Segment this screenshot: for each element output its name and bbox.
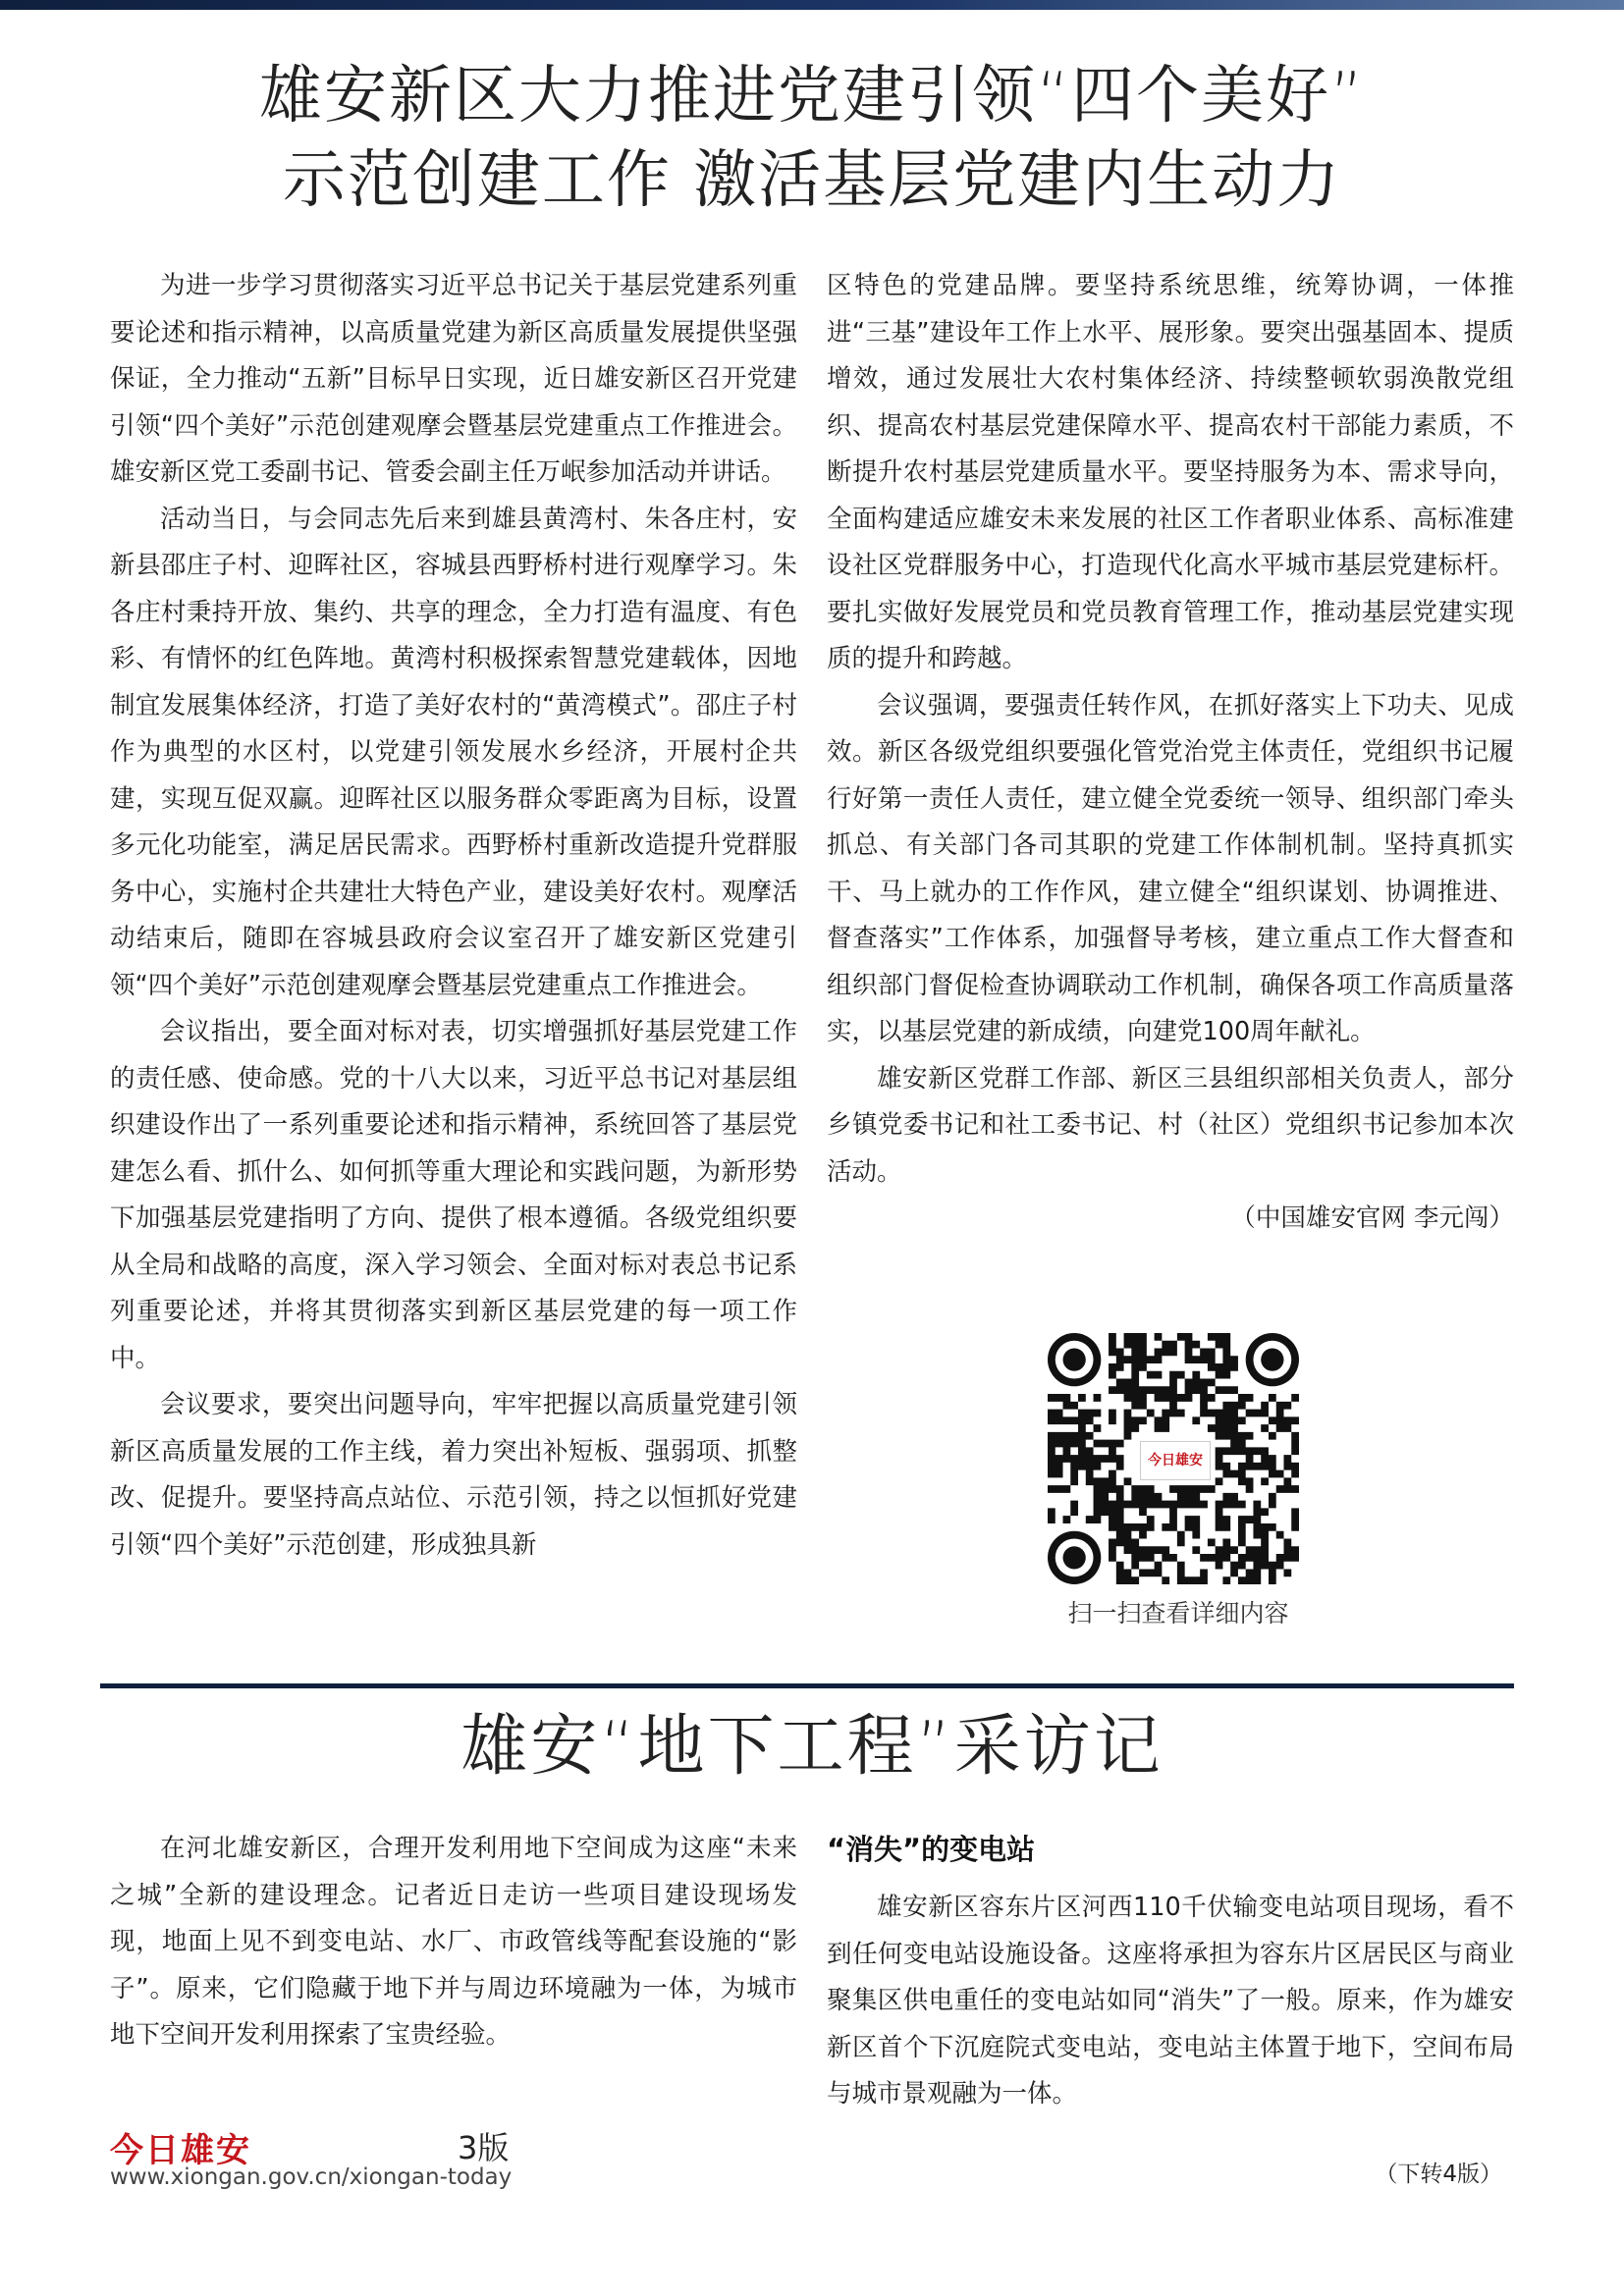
- article1-credit: （中国雄安官网 李元闯）: [1230, 1203, 1514, 1233]
- article1-title-line1: 雄安新区大力推进党建引领“四个美好”: [258, 60, 1366, 133]
- article1-column1: [110, 263, 797, 1569]
- qr-caption: 扫一扫查看详细内容: [1067, 1599, 1289, 1628]
- section-divider: [100, 1683, 1514, 1688]
- top-banner-bar: [0, 0, 1624, 10]
- article1-title-line2: 示范创建工作 激活基层党建内生动力: [282, 144, 1342, 217]
- paragraph-continued: 区特色的党建品牌。要坚持系统思维，统筹协调，一体推进“三基”建设年工作上水平、展形象。要突出强基固本、提质增效，通过发展壮大农村集体经济、持续整顿软弱涣散党组织、提高农村基层党建保障水平、提高农村干部能力素质，不断提升农村基层党建质量水平。要坚持服务为本、需求导向，全面构建适应雄安未来发展的社区工作者职业体系、高标准建设社区党群服务中心，打造现代化高水平城市基层党建标杆。要扎实做好发展党员和党员教育管理工作，推动基层党建实现质的提升和跨越。: [827, 271, 1514, 673]
- article2-column2: [827, 1826, 1514, 2118]
- paragraph: 为进一步学习贯彻落实习近平总书记关于基层党建系列重要论述和指示精神，以高质量党建为新区高质量发展提供坚强保证，全力推动“五新”目标早日实现，近日雄安新区召开党建引领“四个美好”示范创建观摩会暨基层党建重点工作推进会。雄安新区党工委副书记、管委会副主任万岷参加活动并讲话。: [110, 271, 797, 487]
- continued-note: （下转4版）: [1375, 2162, 1502, 2187]
- qr-logo: 今日雄安: [1140, 1441, 1211, 1480]
- qr-code[interactable]: [1048, 1333, 1299, 1584]
- paragraph: 活动当日，与会同志先后来到雄县黄湾村、朱各庄村，安新县邵庄子村、迎晖社区，容城县西野桥村进行观摩学习。朱各庄村秉持开放、集约、共享的理念，全力打造有温度、有色彩、有情怀的红色阵地。黄湾村积极探索智慧党建载体，因地制宜发展集体经济，打造了美好农村的“黄湾模式”。邵庄子村作为典型的水区村，以党建引领发展水乡经济，开展村企共建，实现互促双赢。迎晖社区以服务群众零距离为目标，设置多元化功能室，满足居民需求。西野桥村重新改造提升党群服务中心，实施村企共建壮大特色产业，建设美好农村。观摩活动结束后，随即在容城县政府会议室召开了雄安新区党建引领“四个美好”示范创建观摩会暨基层党建重点工作推进会。: [110, 504, 797, 1000]
- page-number: 3版: [458, 2129, 510, 2166]
- qr-finder: [1246, 1333, 1299, 1386]
- qr-finder: [1048, 1333, 1101, 1386]
- paragraph: 在河北雄安新区，合理开发利用地下空间成为这座“未来之城”全新的建设理念。记者近日走访一些项目建设现场发现，地面上见不到变电站、水厂、市政管线等配套设施的“影子”。原来，它们隐藏于地下并与周边环境融为一体，为城市地下空间开发利用探索了宝贵经验。: [110, 1834, 797, 2050]
- qr-finder: [1048, 1531, 1101, 1584]
- article2-subhead: “消失”的变电站: [827, 1833, 1036, 1866]
- article1-column2: [827, 263, 1514, 1243]
- site-url[interactable]: www.xiongan.gov.cn/xiongan-today: [110, 2164, 513, 2190]
- paragraph: 雄安新区党群工作部、新区三县组织部相关负责人，部分乡镇党委书记和社工委书记、村（社区）党组织书记参加本次活动。: [827, 1063, 1514, 1187]
- paragraph: 雄安新区容东片区河西110千伏输变电站项目现场，看不到任何变电站设施设备。这座将承担为容东片区居民区与商业聚集区供电重任的变电站如同“消失”了一般。原来，作为雄安新区首个下沉庭院式变电站，变电站主体置于地下，空间布局与城市景观融为一体。: [827, 1893, 1514, 2109]
- paragraph: 会议要求，要突出问题导向，牢牢把握以高质量党建引领新区高质量发展的工作主线，着力突出补短板、强弱项、抓整改、促提升。要坚持高点站位、示范引领，持之以恒抓好党建引领“四个美好”示范创建，形成独具新: [110, 1390, 797, 1560]
- brand-logo: 今日雄安: [110, 2131, 251, 2170]
- paragraph: 会议强调，要强责任转作风，在抓好落实上下功夫、见成效。新区各级党组织要强化管党治党主体责任，党组织书记履行好第一责任人责任，建立健全党委统一领导、组织部门牵头抓总、有关部门各司其职的党建工作体制机制。坚持真抓实干、马上就办的工作作风，建立健全“组织谋划、协调推进、督查落实”工作体系，加强督导考核，建立重点工作大督查和组织部门督促检查协调联动工作机制，确保各项工作高质量落实，以基层党建的新成绩，向建党100周年献礼。: [827, 690, 1514, 1046]
- article2-title: 雄安“地下工程”采访记: [460, 1708, 1164, 1786]
- article2-column1: [110, 1826, 797, 2059]
- paragraph: 会议指出，要全面对标对表，切实增强抓好基层党建工作的责任感、使命感。党的十八大以来，习近平总书记对基层组织建设作出了一系列重要论述和指示精神，系统回答了基层党建怎么看、抓什么、如何抓等重大理论和实践问题，为新形势下加强基层党建指明了方向、提供了根本遵循。各级党组织要从全局和战略的高度，深入学习领会、全面对标对表总书记系列重要论述，并将其贯彻落实到新区基层党建的每一项工作中。: [110, 1017, 797, 1373]
